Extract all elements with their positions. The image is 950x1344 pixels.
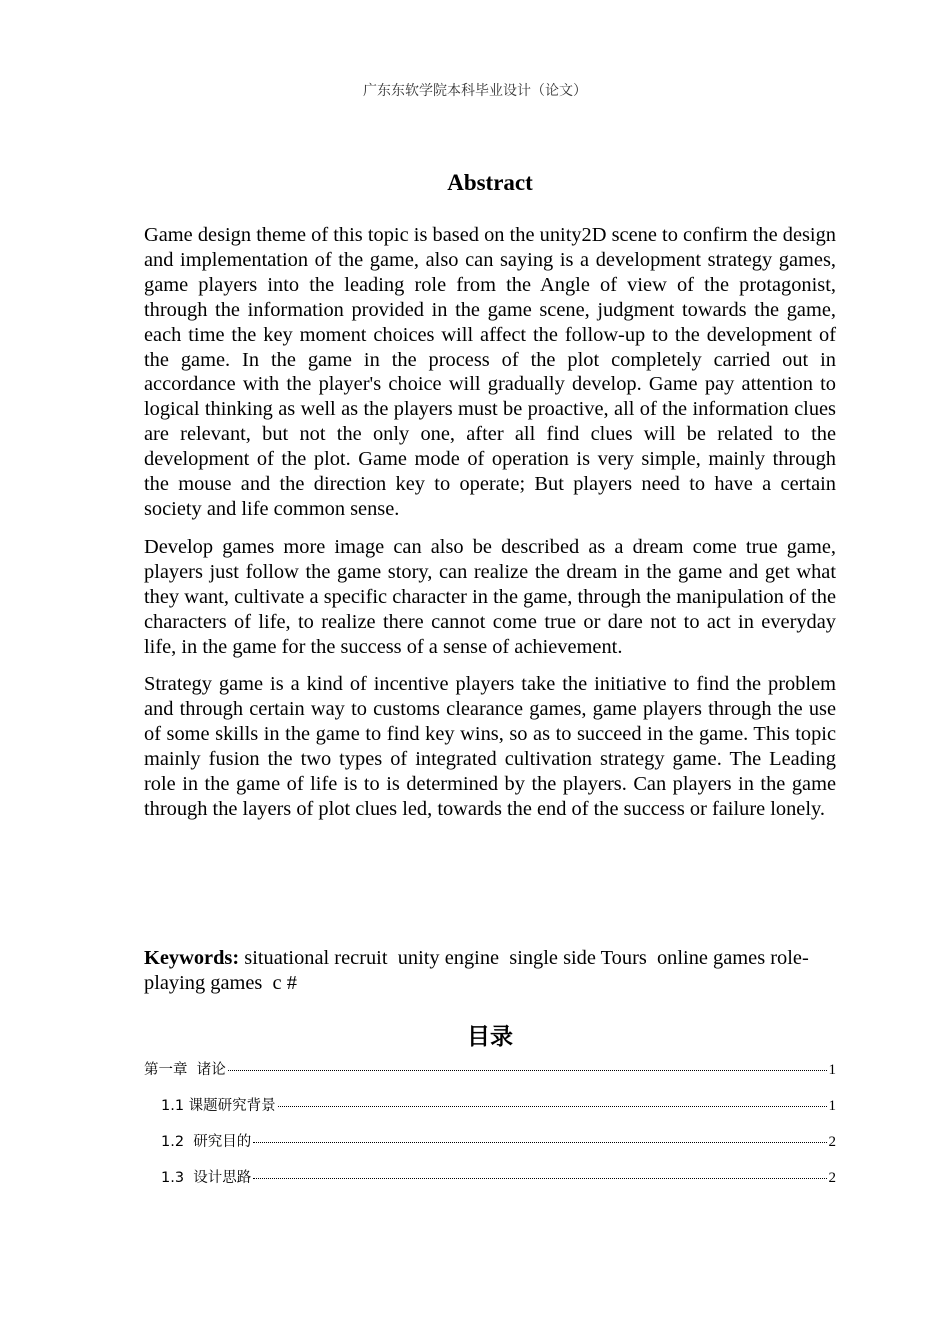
keywords-label: Keywords: [144,947,240,969]
toc-entry-label: 1.1 课题研究背景 [161,1098,276,1114]
toc-entry-page: 2 [828,1134,836,1150]
abstract-paragraph: Develop games more image can also be described as a dream come true game, players just follow the game story, can realize the dream in the game and get what they want, cultivate a specific character in the game, through the manipulation of the characters of life, to realize there cannot come true or dare not to act in everyday life, in the game for the success of a sense of achievement. [144,535,836,658]
toc-entry-page: 1 [828,1098,836,1114]
keywords-line [144,946,836,996]
abstract-body [144,223,836,835]
toc-entry-page: 1 [828,1062,836,1078]
toc-entry[interactable] [144,1094,836,1130]
page-header: 广东东软学院本科毕业设计（论文） [363,83,587,99]
table-of-contents [144,1058,836,1202]
toc-leader-dots [228,1070,827,1071]
abstract-paragraph: Strategy game is a kind of incentive players take the initiative to find the problem and through certain way to customs clearance games, game players through the use of some skills in the game to find key wins, so as to succeed in the game. This topic mainly fusion the two types of integrated cultivation strategy game. The Leading role in the game of life is to is determined by the players. Can players in the game through the layers of plot clues led, towards the end of the success or failure lonely. [144,673,836,820]
toc-leader-dots [253,1178,826,1179]
toc-entry-page: 2 [828,1170,836,1186]
toc-leader-dots [253,1142,826,1143]
toc-entry[interactable] [144,1130,836,1166]
toc-entry[interactable] [144,1166,836,1202]
toc-entry-label: 1.3 设计思路 [161,1170,252,1186]
abstract-title: Abstract [447,170,533,195]
keywords-text: situational recruit unity engine single side Tours online games role-playing games c # [144,947,809,994]
toc-entry[interactable] [144,1058,836,1094]
toc-entry-label: 1.2 研究目的 [161,1134,252,1150]
toc-entry-label: 第一章 诸论 [144,1062,226,1078]
toc-title: 目录 [467,1024,513,1050]
toc-leader-dots [278,1106,827,1107]
abstract-paragraph: Game design theme of this topic is based on the unity2D scene to confirm the design and implementation of the game, also can saying is a development strategy games, game players into the leading role from the Angle of view of the protagonist, through the information provided in the game scene, judgment towards the game, each time the key moment choices will affect the follow-up to the development of the game. In the game in the process of the plot completely carried out in accordance with the player's choice will gradually develop. Game pay attention to logical thinking as well as the players must be proactive, all of the information clues are relevant, but not the only one, after all find clues will be related to the development of the plot. Game mode of operation is very simple, mainly through the mouse and the direction key to operate; But players need to have a certain society and life common sense. [144,224,836,520]
